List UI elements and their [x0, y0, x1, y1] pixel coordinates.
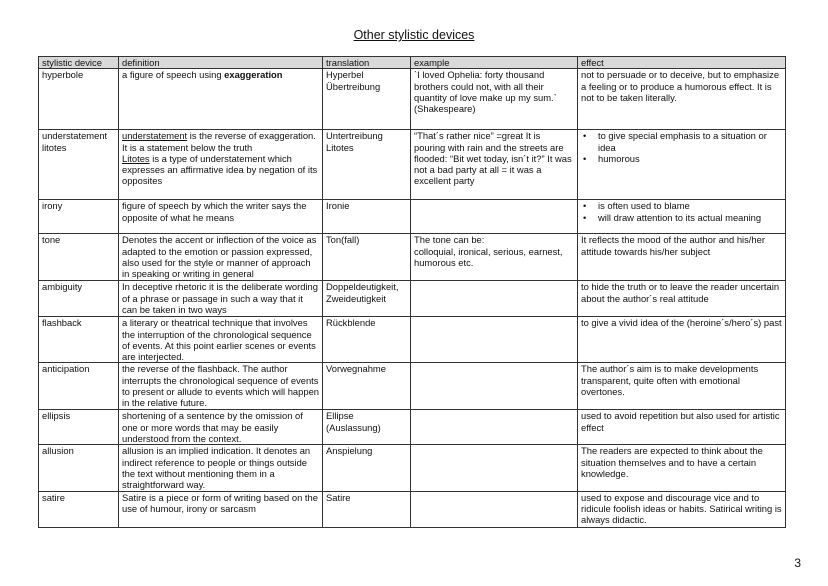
device-cell: hyperbole: [39, 69, 119, 130]
translation-cell: Ton(fall): [323, 234, 411, 281]
definition-cell: [119, 69, 323, 130]
translation-line: (Auslassung): [326, 421, 381, 433]
effect-cell: to give a vivid idea of the (heroine´s/hero´s) past: [578, 317, 786, 363]
table-row: [39, 363, 786, 410]
table-row: [39, 445, 786, 491]
example-cell: [411, 491, 578, 527]
translation-line: Hyperbel: [326, 69, 364, 81]
example-line: The tone can be:: [414, 234, 485, 246]
header-stylistic-device: stylistic device: [39, 57, 119, 69]
underlined-term: understatement: [122, 130, 188, 142]
header-definition: definition: [119, 57, 323, 69]
definition-cell: [119, 130, 323, 200]
example-cell: [411, 410, 578, 445]
header-translation: translation: [323, 57, 411, 69]
translation-cell: Anspielung: [323, 445, 411, 491]
effect-cell: to hide the truth or to leave the reader uncertain about the author´s real attitude: [578, 281, 786, 317]
definition-cell: a literary or theatrical technique that involves the interruption of the chronological sequence of events. At this point earlier scenes or events are interjected.: [119, 317, 323, 363]
definition-cell: Denotes the accent or inflection of the voice as adapted to the emotion or passion expressed, also used for the style or manner of approach in speaking or writing in general: [119, 234, 323, 281]
example-cell: [411, 445, 578, 491]
effect-cell: used to expose and discourage vice and to ridicule foolish ideas or habits. Satirical writing is always didactic.: [578, 491, 786, 527]
translation-line: Zweideutigkeit: [326, 292, 386, 304]
translation-cell: Ironie: [323, 200, 411, 234]
effect-cell: not to persuade or to deceive, but to emphasize a feeling or to produce a humorous effect. It is not to be taken literally.: [578, 69, 786, 130]
example-line: colloquial, ironical, serious, earnest, humorous etc.: [414, 245, 563, 268]
device-cell: flashback: [39, 317, 119, 363]
device-cell: ambiguity: [39, 281, 119, 317]
translation-cell: [323, 281, 411, 317]
definition-bold-term: exaggeration: [224, 69, 283, 81]
effect-bullet-list: [581, 130, 782, 164]
example-cell: “That´s rather nice” =great It is pouring with rain and the streets are flooded: “Bit wet today, isn´t it?” It was not a bad party at all = it was a excellent party: [411, 130, 578, 200]
table-row: [39, 200, 786, 234]
translation-cell: Satire: [323, 491, 411, 527]
header-effect: effect: [578, 57, 786, 69]
translation-line: Untertreibung: [326, 130, 383, 142]
device-cell: tone: [39, 234, 119, 281]
device-cell: ellipsis: [39, 410, 119, 445]
device-cell: irony: [39, 200, 119, 234]
table-row: [39, 491, 786, 527]
effect-cell: [578, 130, 786, 200]
effect-cell: used to avoid repetition but also used for artistic effect: [578, 410, 786, 445]
device-cell: anticipation: [39, 363, 119, 410]
definition-cell: shortening of a sentence by the omission of one or more words that may be easily understood from the context.: [119, 410, 323, 445]
bullet-item: • is often used to blame: [581, 200, 782, 211]
translation-cell: [323, 130, 411, 200]
example-cell: [411, 317, 578, 363]
definition-cell: allusion is an implied indication. It denotes an indirect reference to people or things outside the text without mentioning them in a straightforward way.: [119, 445, 323, 491]
example-cell: [411, 234, 578, 281]
table-header-row: [39, 57, 786, 69]
table-row: [39, 234, 786, 281]
definition-cell: Satire is a piece or form of writing based on the use of humour, irony or sarcasm: [119, 491, 323, 527]
definition-cell: figure of speech by which the writer says the opposite of what he means: [119, 200, 323, 234]
effect-bullet-list: [581, 200, 782, 223]
table-row: [39, 69, 786, 130]
definition-text: is a type of understatement which expresses an affirmative idea by negation of its opposites: [122, 152, 318, 187]
table-row: [39, 130, 786, 200]
definition-cell: the reverse of the flashback. The author interrupts the chronological sequence of events to present or allude to events which will happen in the relative future.: [119, 363, 323, 410]
translation-line: Litotes: [326, 141, 354, 153]
page-title: Other stylistic devices: [353, 28, 475, 42]
effect-cell: The author´s aim is to make developments transparent, quite often with emotional overtones.: [578, 363, 786, 410]
device-line: understatement: [42, 130, 108, 142]
translation-line: Ellipse: [326, 410, 354, 422]
translation-line: Doppeldeutigkeit,: [326, 281, 399, 293]
table-row: [39, 281, 786, 317]
example-cell: [411, 363, 578, 410]
bullet-item: • to give special emphasis to a situation or idea: [581, 130, 782, 153]
translation-cell: Vorwegnahme: [323, 363, 411, 410]
example-cell: [411, 200, 578, 234]
header-example: example: [411, 57, 578, 69]
effect-cell: The readers are expected to think about the situation themselves and to have a certain knowledge.: [578, 445, 786, 491]
page-number: 3: [794, 556, 801, 570]
device-cell: allusion: [39, 445, 119, 491]
example-cell: `I loved Ophelia: forty thousand brothers could not, with all their quantity of love make up my sum.` (Shakespeare): [411, 69, 578, 130]
translation-cell: Rückblende: [323, 317, 411, 363]
definition-cell: In deceptive rhetoric it is the deliberate wording of a phrase or passage in such a way that it can be taken in two ways: [119, 281, 323, 317]
bullet-item: • humorous: [581, 153, 782, 164]
definition-text: is the reverse of exaggeration. It is a statement below the truth: [122, 130, 316, 153]
translation-cell: [323, 69, 411, 130]
table-row: [39, 317, 786, 363]
device-cell: [39, 130, 119, 200]
device-line: litotes: [42, 141, 67, 153]
bullet-item: • will draw attention to its actual meaning: [581, 212, 782, 223]
effect-cell: [578, 200, 786, 234]
stylistic-devices-table: [38, 56, 786, 528]
translation-line: Übertreibung: [326, 80, 381, 92]
translation-cell: [323, 410, 411, 445]
device-cell: satire: [39, 491, 119, 527]
example-cell: [411, 281, 578, 317]
table-row: [39, 410, 786, 445]
effect-cell: It reflects the mood of the author and his/her attitude towards his/her subject: [578, 234, 786, 281]
definition-text: a figure of speech using: [122, 69, 225, 81]
underlined-term: Litotes: [122, 152, 150, 164]
